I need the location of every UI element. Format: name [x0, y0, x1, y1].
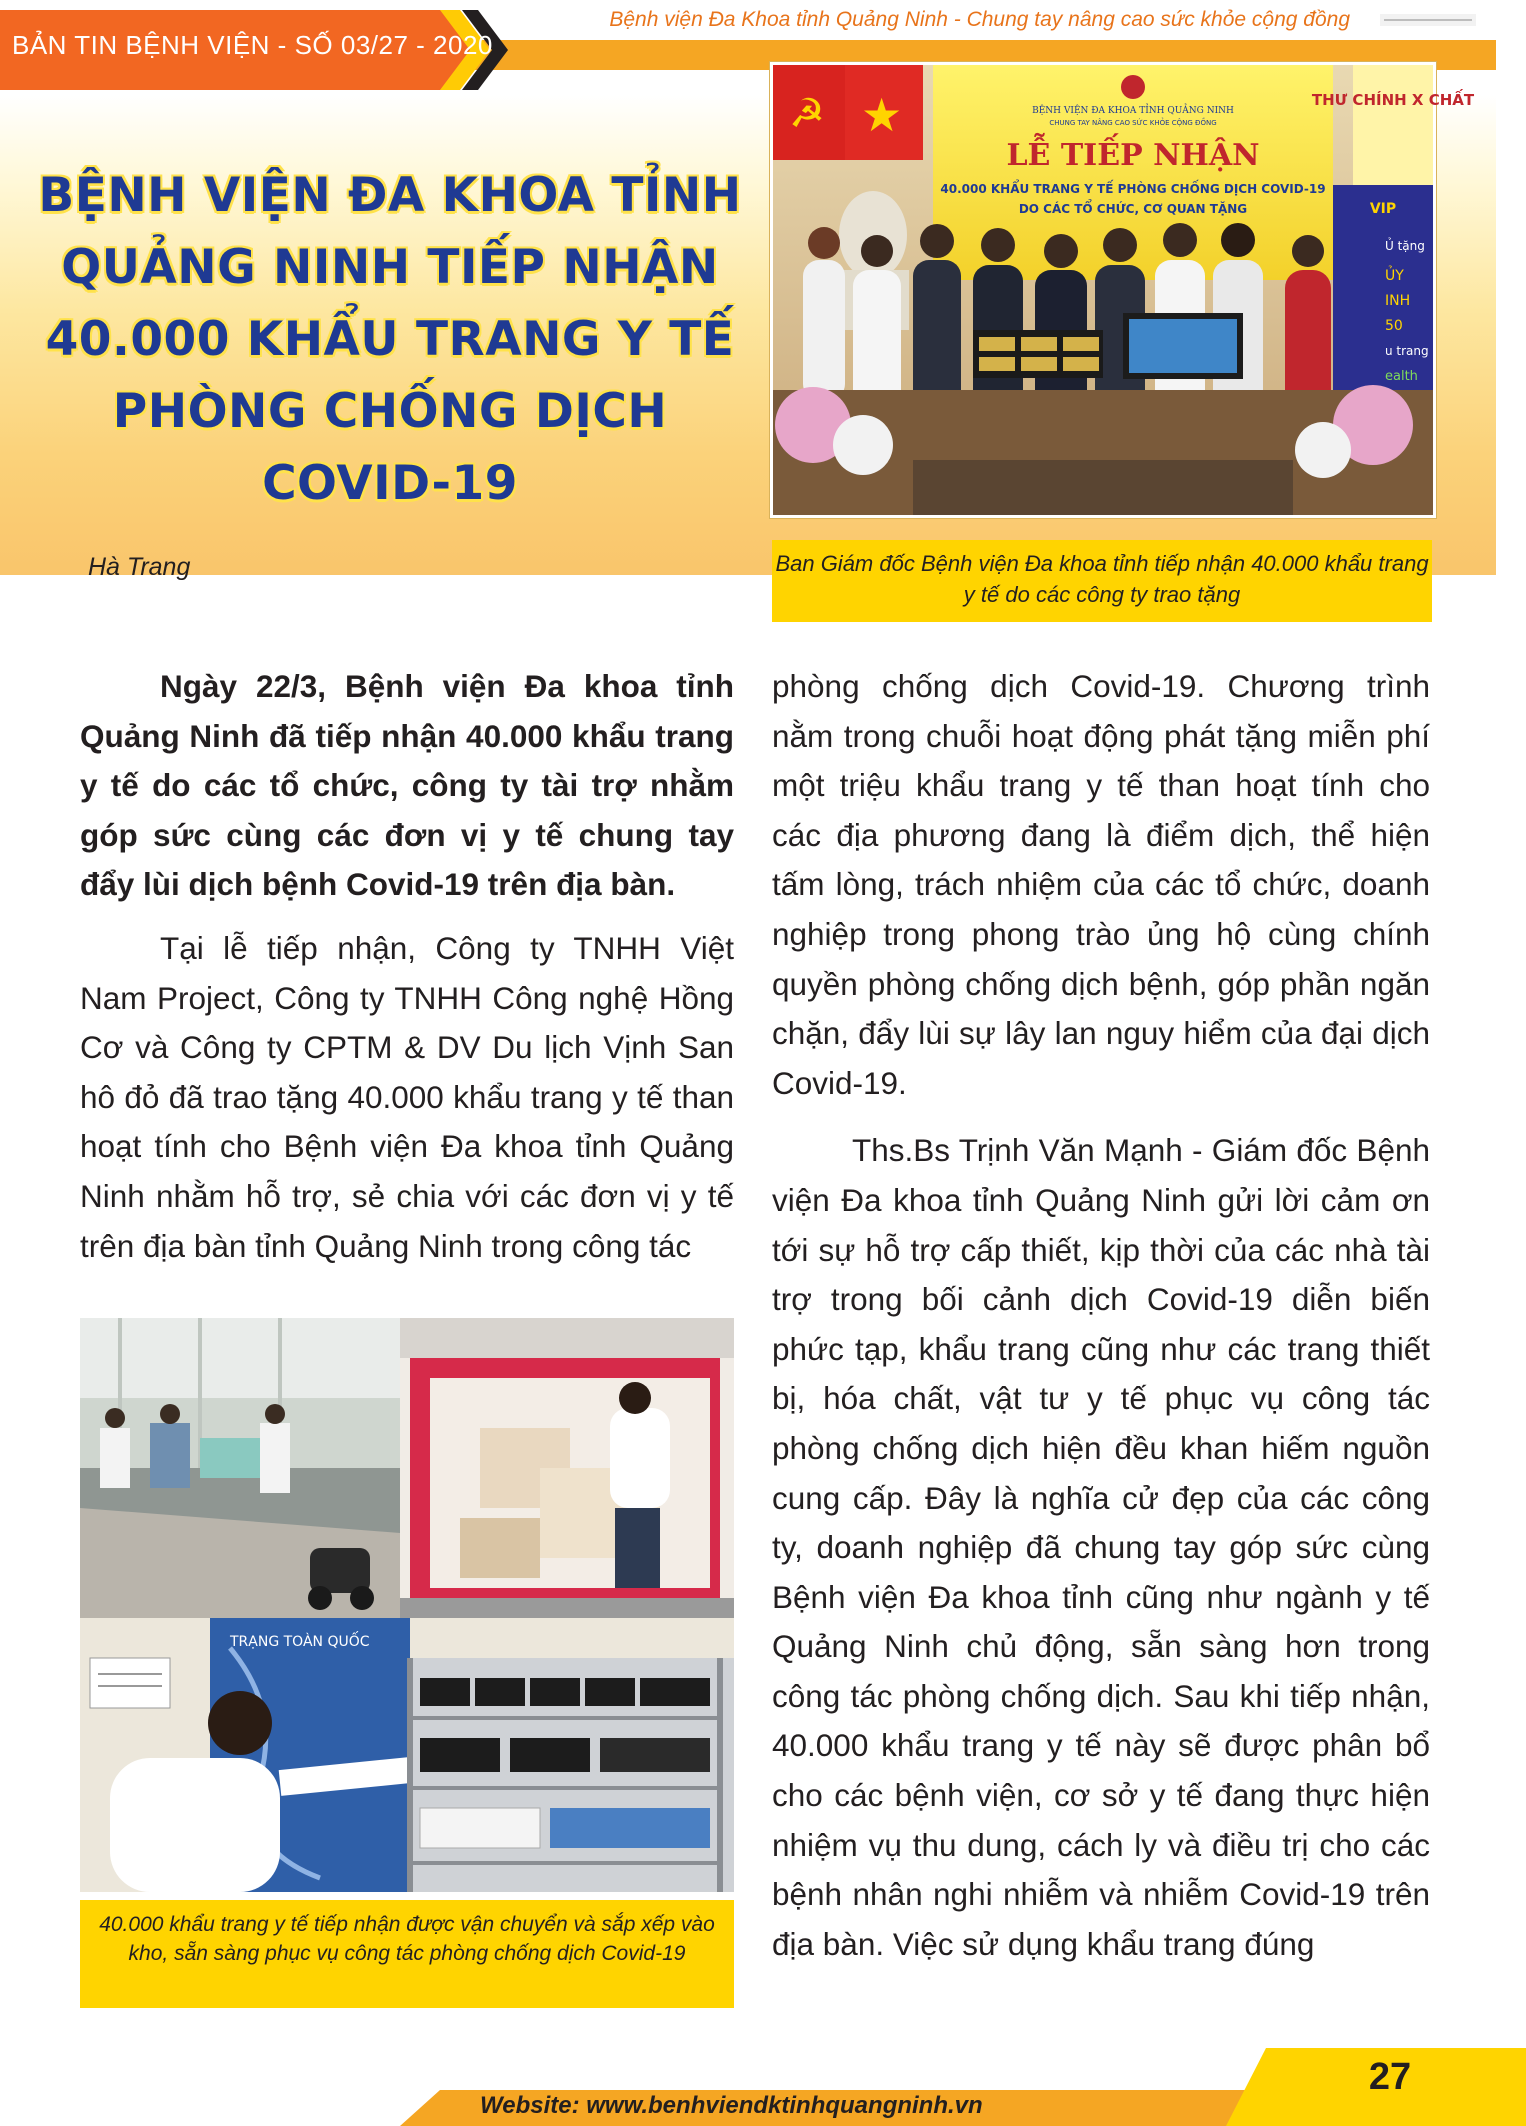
- banner-heading: LỄ TIẾP NHẬN: [1006, 138, 1260, 173]
- side-banner-text: THƯ CHÍNH X CHẤT: [1311, 91, 1475, 109]
- body-paragraph-continued: phòng chống dịch Covid-19. Chương trình nằm trong chuỗi hoạt động phát tặng miễn phí một triệu khẩu trang y tế than hoạt tính cho các địa phương đang là điểm dịch, thể hiện tấm lòng, trách nhiệm của các tổ chức, doanh nghiệp trong phong trào ủng hộ cùng chính quyền phòng chống dịch bệnh, góp phần ngăn chặn, đẩy lùi sự lây lan nguy hiểm của đại dịch Covid-19.: [772, 668, 1430, 1101]
- warehouse-photo-caption: 40.000 khẩu trang y tế tiếp nhận được vận chuyển và sắp xếp vào kho, sẵn sàng phục vụ công tác phòng chống dịch Covid-19: [80, 1900, 734, 2008]
- author-byline: Hà Trang: [88, 553, 191, 581]
- standee-text: Ủ tặng: [1385, 239, 1425, 253]
- ceremony-photo: [770, 62, 1475, 518]
- standee-text: INH: [1385, 293, 1411, 309]
- banner-slogan: CHUNG TAY NÂNG CAO SỨC KHỎE CỘNG ĐỒNG: [1049, 119, 1217, 127]
- wall-map-label: TRẠNG TOÀN QUỐC: [230, 1634, 370, 1650]
- banner-subtitle-2: DO CÁC TỔ CHỨC, CƠ QUAN TẶNG: [1018, 202, 1248, 216]
- hallway-photo: [80, 1318, 400, 1618]
- banner-hospital-name: BỆNH VIỆN ĐA KHOA TỈNH QUẢNG NINH: [1032, 106, 1234, 116]
- column-left: [80, 662, 734, 1271]
- article-title: [30, 160, 750, 520]
- standee-vip: VIP: [1369, 201, 1397, 217]
- truck-illustration: [400, 1318, 734, 1618]
- truck-unloading-photo: [400, 1318, 734, 1618]
- ceremony-photo-illustration: [773, 65, 1475, 515]
- svg-text:☭: ☭: [789, 91, 825, 137]
- page-number: 27: [1368, 2056, 1412, 2098]
- warehouse-shelf-photo: [80, 1618, 734, 1892]
- header-tagline: Bệnh viện Đa Khoa tỉnh Quảng Ninh - Chung tay nâng cao sức khỏe cộng đồng: [609, 8, 1350, 31]
- title-line: PHÒNG CHỐNG DỊCH: [112, 384, 668, 439]
- title-line: QUẢNG NINH TIẾP NHẬN: [61, 240, 719, 295]
- column-right: [772, 662, 1430, 1969]
- svg-text:★: ★: [861, 88, 903, 142]
- publisher-logo-icon: [1378, 8, 1478, 34]
- hallway-illustration: [80, 1318, 400, 1618]
- body-paragraph: Ths.Bs Trịnh Văn Mạnh - Giám đốc Bệnh viện Đa khoa tỉnh Quảng Ninh gửi lời cảm ơn tới sự hỗ trợ cấp thiết, kịp thời của các nhà tài trợ trong bối cảnh dịch Covid-19 diễn biến phức tạp, khẩu trang cũng như các trang thiết bị, hóa chất, vật tư y tế phục vụ công tác phòng chống dịch hiện đều khan hiếm nguồn cung cấp. Đây là nghĩa cử đẹp của các công ty, doanh nghiệp đã chung tay góp sức cùng Bệnh viện Đa khoa tỉnh cũng như ngành y tế Quảng Ninh chủ động, sẵn sàng hơn trong công tác phòng chống dịch. Sau khi tiếp nhận, 40.000 khẩu trang y tế này sẽ được phân bổ cho các bệnh viện, cơ sở y tế đang thực hiện nhiệm vụ thu dung, cách ly và điều trị cho các bệnh nhân nghi nhiễm và nhiễm Covid-19 trên địa bàn. Việc sử dụng khẩu trang đúng: [772, 1132, 1430, 1962]
- issue-label: BẢN TIN BỆNH VIỆN - SỐ 03/27 - 2020: [12, 30, 493, 60]
- website-link[interactable]: Website: www.benhviendktinhquangninh.vn: [480, 2092, 983, 2119]
- ceremony-photo-caption: Ban Giám đốc Bệnh viện Đa khoa tỉnh tiếp nhận 40.000 khẩu trang y tế do các công ty trao tặng: [772, 540, 1432, 622]
- standee-text: ỦY: [1385, 268, 1404, 284]
- title-line: COVID-19: [262, 456, 518, 511]
- banner-subtitle: 40.000 KHẨU TRANG Y TẾ PHÒNG CHỐNG DỊCH COVID-19: [940, 182, 1326, 196]
- lead-paragraph: Ngày 22/3, Bệnh viện Đa khoa tỉnh Quảng Ninh đã tiếp nhận 40.000 khẩu trang y tế do các tổ chức, công ty tài trợ nhằm góp sức cùng các đơn vị y tế chung tay đẩy lùi dịch bệnh Covid-19 trên địa bàn.: [80, 668, 734, 903]
- standee-text: u trang: [1385, 344, 1429, 358]
- standee-text: ealth: [1385, 369, 1418, 384]
- body-paragraph: Tại lễ tiếp nhận, Công ty TNHH Việt Nam Project, Công ty TNHH Công nghệ Hồng Cơ và Công ty CPTM & DV Du lịch Vịnh San hô đỏ đã trao tặng 40.000 khẩu trang y tế than hoạt tính cho Bệnh viện Đa khoa tỉnh Quảng Ninh nhằm hỗ trợ, sẻ chia với các đơn vị y tế trên địa bàn tỉnh Quảng Ninh trong công tác: [80, 929, 734, 1264]
- title-line: 40.000 KHẨU TRANG Y TẾ: [45, 312, 735, 367]
- title-line: BỆNH VIỆN ĐA KHOA TỈNH: [38, 168, 742, 223]
- standee-text: 50: [1385, 318, 1403, 334]
- warehouse-illustration: [80, 1618, 734, 1892]
